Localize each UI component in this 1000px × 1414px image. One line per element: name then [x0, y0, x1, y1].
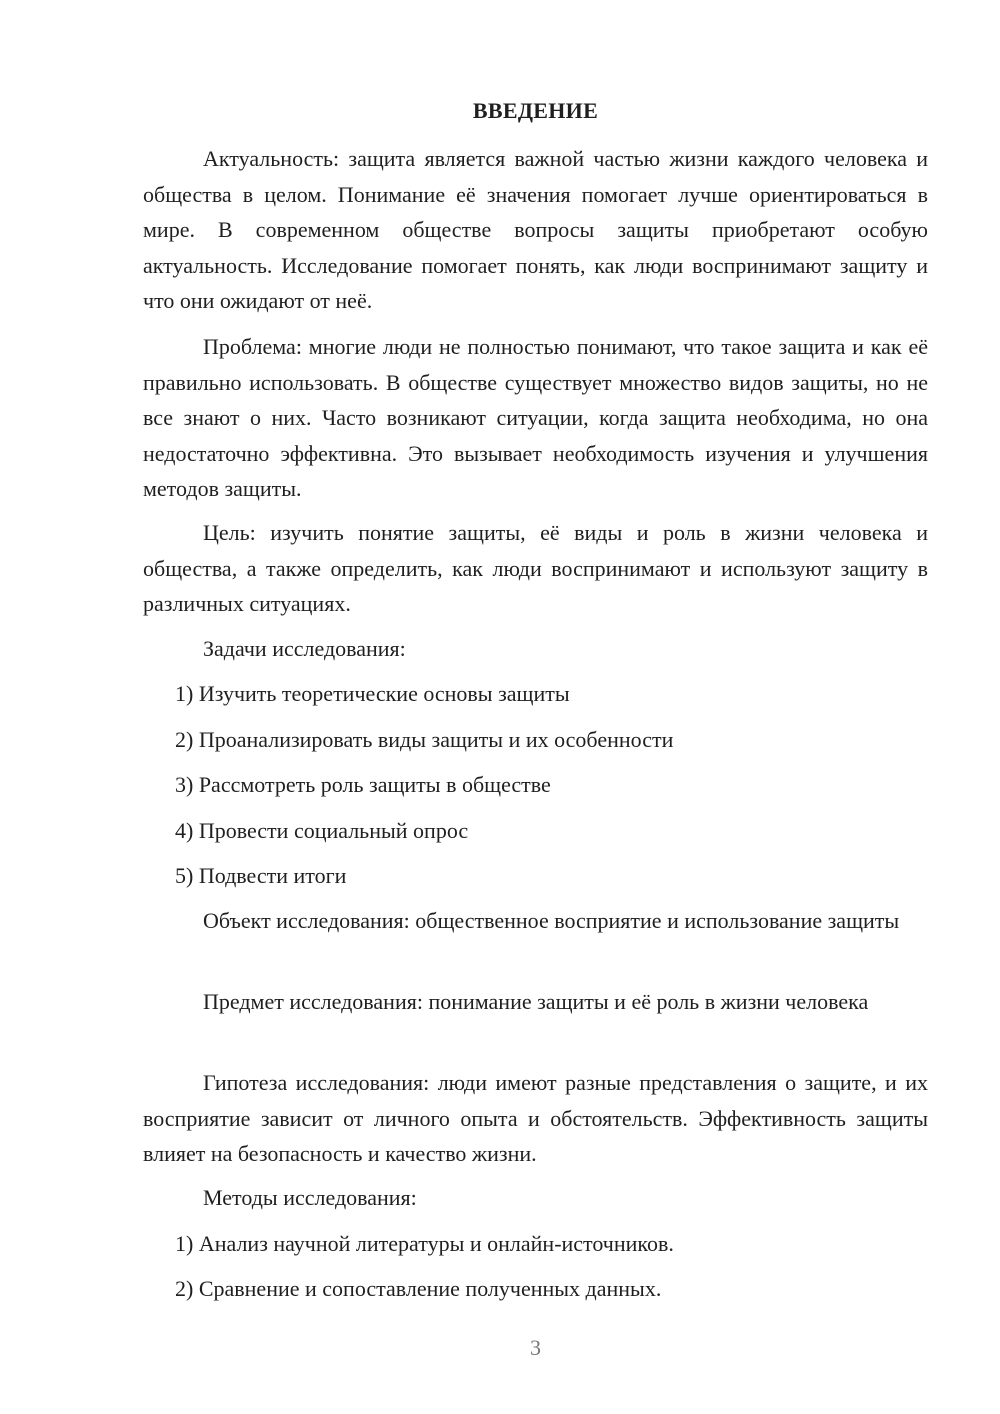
hypothesis-paragraph: Гипотеза исследования: люди имеют разные представления о защите, и их восприятие зависит от личного опыта и обстоятельств. Эффективность защиты влияет на безопасность и качество жизни. [143, 1070, 928, 1166]
document-page [143, 0, 928, 1414]
task-item: 4) Провести социальный опрос [175, 818, 469, 843]
method-item: 2) Сравнение и сопоставление полученных данных. [175, 1276, 662, 1301]
subject-paragraph: Предмет исследования: понимание защиты и её роль в жизни человека [203, 989, 869, 1014]
task-item: 1) Изучить теоретические основы защиты [175, 681, 570, 706]
page-number: 3 [530, 1335, 541, 1360]
methods-heading: Методы исследования: [203, 1185, 417, 1210]
task-item: 2) Проанализировать виды защиты и их особенности [175, 727, 674, 752]
task-item: 5) Подвести итоги [175, 863, 347, 888]
goal-paragraph: Цель: изучить понятие защиты, её виды и роль в жизни человека и общества, а также определить, как люди воспринимают и используют защиту в различных ситуациях. [143, 520, 928, 616]
object-paragraph: Объект исследования: общественное восприятие и использование защиты [203, 908, 900, 933]
problem-paragraph: Проблема: многие люди не полностью понимают, что такое защита и как её правильно использовать. В обществе существует множество видов защиты, но не все знают о них. Часто возникают ситуации, когда защита необходима, но она недостаточно эффективна. Это вызывает необходимость изучения и улучшения методов защиты. [143, 334, 928, 501]
page-title: ВВЕДЕНИЕ [472, 98, 599, 123]
relevance-paragraph: Актуальность: защита является важной частью жизни каждого человека и общества в целом. Понимание её значения помогает лучше ориентироваться в мире. В современном обществе вопросы защиты приобретают особую актуальность. Исследование помогает понять, как люди воспринимают защиту и что они ожидают от неё. [143, 146, 928, 313]
method-item: 1) Анализ научной литературы и онлайн-источников. [175, 1231, 674, 1256]
task-item: 3) Рассмотреть роль защиты в обществе [175, 772, 551, 797]
tasks-heading: Задачи исследования: [203, 636, 406, 661]
